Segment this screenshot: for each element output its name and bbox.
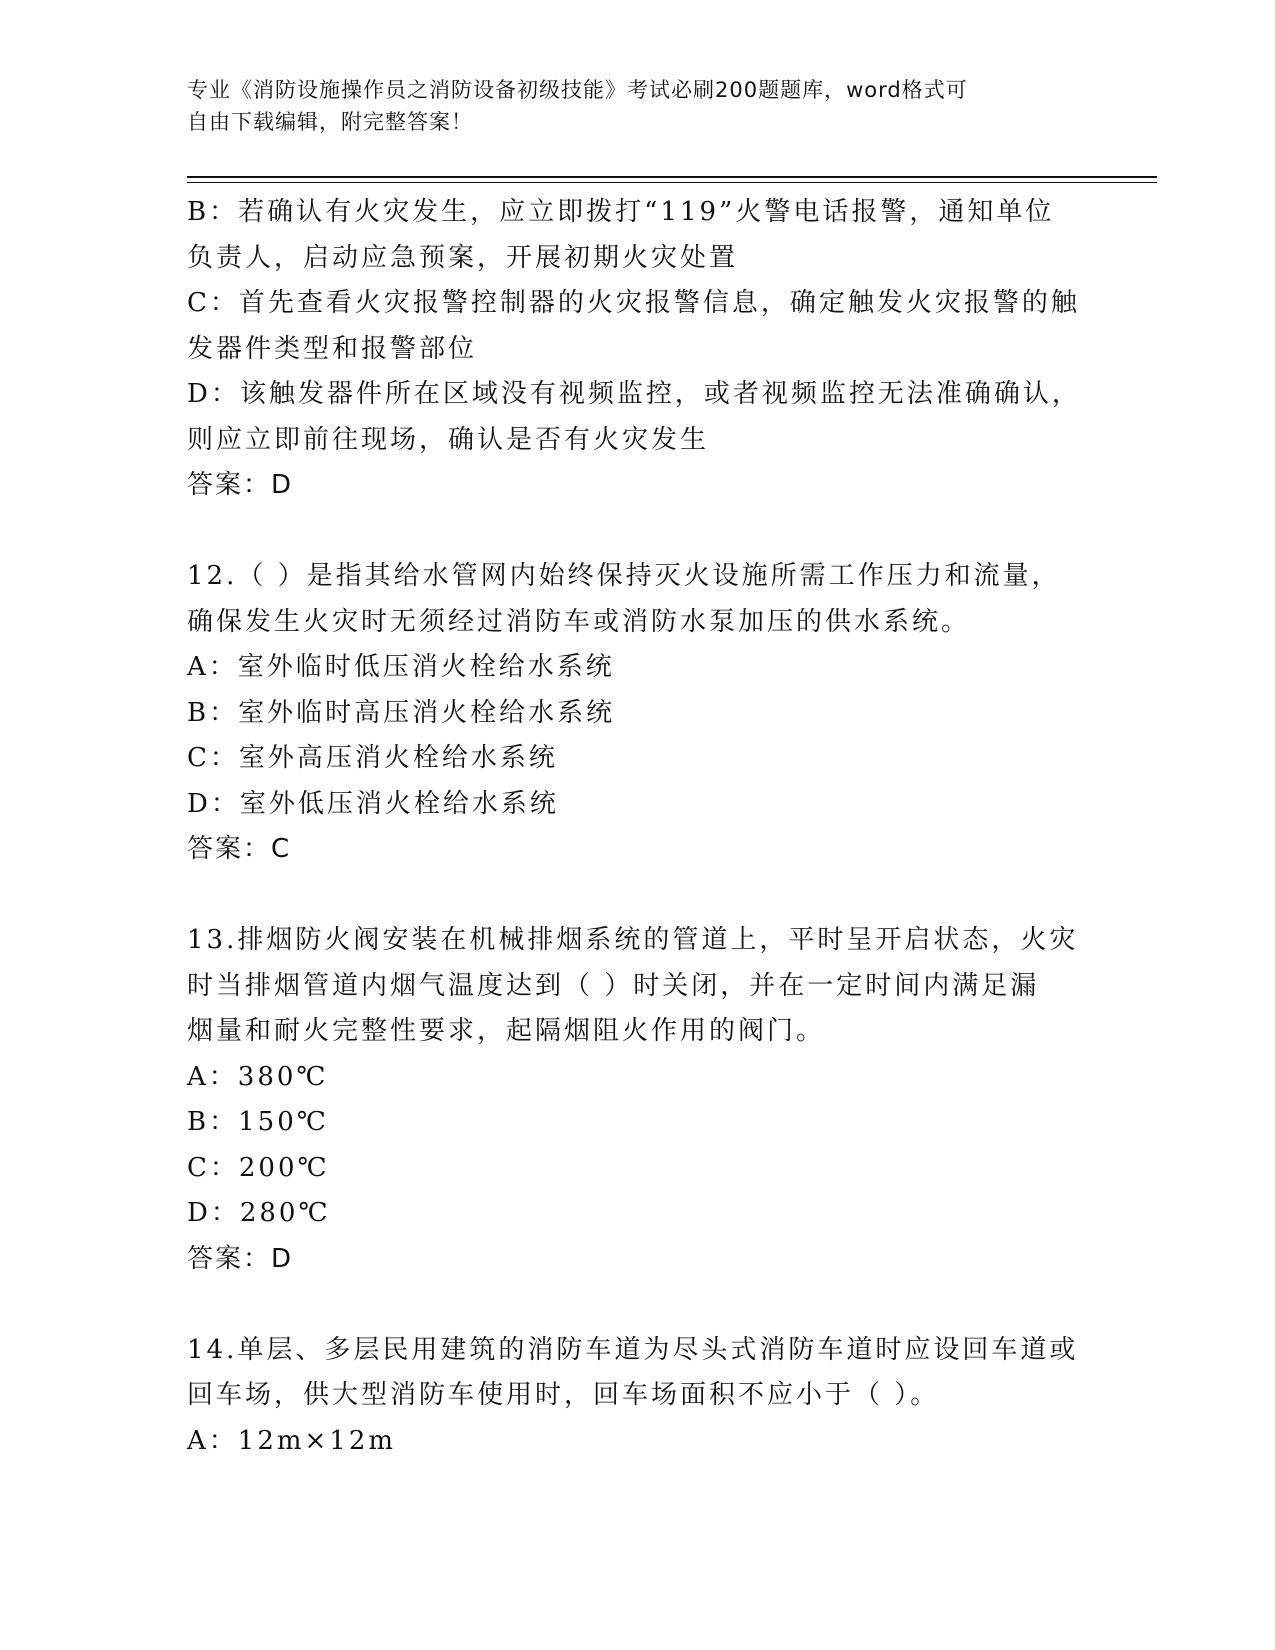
header-rule-thick xyxy=(187,176,1157,178)
question-13-stem-line-1: 13.排烟防火阀安装在机械排烟系统的管道上，平时呈开启状态，火灾 xyxy=(187,925,1079,955)
spacer xyxy=(187,509,1087,555)
option-d-line-1: D：该触发器件所在区域没有视频监控，或者视频监控无法准确确认， xyxy=(187,379,1081,409)
question-13 xyxy=(187,918,1087,1282)
answer-12: 答案：C xyxy=(187,834,292,864)
question-12-stem-line-2: 确保发生火灾时无须经过消防车或消防水泵加压的供水系统。 xyxy=(187,606,971,637)
question-11-tail xyxy=(187,190,1087,509)
answer-11: 答案：D xyxy=(187,470,294,500)
question-14-stem-line-2: 回车场，供大型消防车使用时，回车场面积不应小于（ ）。 xyxy=(187,1380,940,1410)
question-14 xyxy=(187,1328,1087,1465)
question-12-option-d: D：室外低压消火栓给水系统 xyxy=(187,788,559,819)
question-13-option-a: A：380℃ xyxy=(187,1061,329,1092)
document-header xyxy=(187,74,1067,138)
question-12 xyxy=(187,554,1087,873)
header-line-2: 自由下载编辑，附完整答案！ xyxy=(187,110,473,134)
option-c-line-2: 发器件类型和报警部位 xyxy=(187,333,478,364)
question-14-stem-line-1: 14.单层、多层民用建筑的消防车道为尽头式消防车道时应设回车道或 xyxy=(187,1334,1079,1365)
question-content xyxy=(187,190,1087,1464)
question-13-option-c: C：200℃ xyxy=(187,1152,330,1183)
question-13-stem-line-3: 烟量和耐火完整性要求，起隔烟阻火作用的阀门。 xyxy=(187,1016,826,1046)
option-c-line-1: C：首先查看火灾报警控制器的火灾报警信息，确定触发火灾报警的触 xyxy=(187,288,1080,318)
option-b-line-2: 负责人，启动应急预案，开展初期火灾处置 xyxy=(187,242,739,273)
question-13-option-d: D：280℃ xyxy=(187,1198,331,1228)
option-d-line-2: 则应立即前往现场，确认是否有火灾发生 xyxy=(187,424,710,455)
question-12-stem-line-1: 12.（ ）是指其给水管网内始终保持灭火设施所需工作压力和流量， xyxy=(187,561,1061,591)
question-14-option-a: A：12m×12m xyxy=(187,1425,397,1456)
spacer xyxy=(187,1282,1087,1328)
question-12-option-a: A：室外临时低压消火栓给水系统 xyxy=(187,652,615,682)
question-12-option-b: B：室外临时高压消火栓给水系统 xyxy=(187,697,616,728)
spacer xyxy=(187,873,1087,919)
question-12-option-c: C：室外高压消火栓给水系统 xyxy=(187,743,558,773)
answer-13: 答案：D xyxy=(187,1243,294,1274)
question-13-stem-line-2: 时当排烟管道内烟气温度达到（ ）时关闭，并在一定时间内满足漏 xyxy=(187,970,1040,1001)
question-13-option-b: B：150℃ xyxy=(187,1107,329,1137)
option-b-line-1: B：若确认有火灾发生，应立即拨打“119”火警电话报警，通知单位 xyxy=(187,197,1055,227)
header-line-1: 专业《消防设施操作员之消防设备初级技能》考试必刷200题题库，word格式可 xyxy=(187,78,968,102)
header-rule-thin xyxy=(187,182,1157,183)
